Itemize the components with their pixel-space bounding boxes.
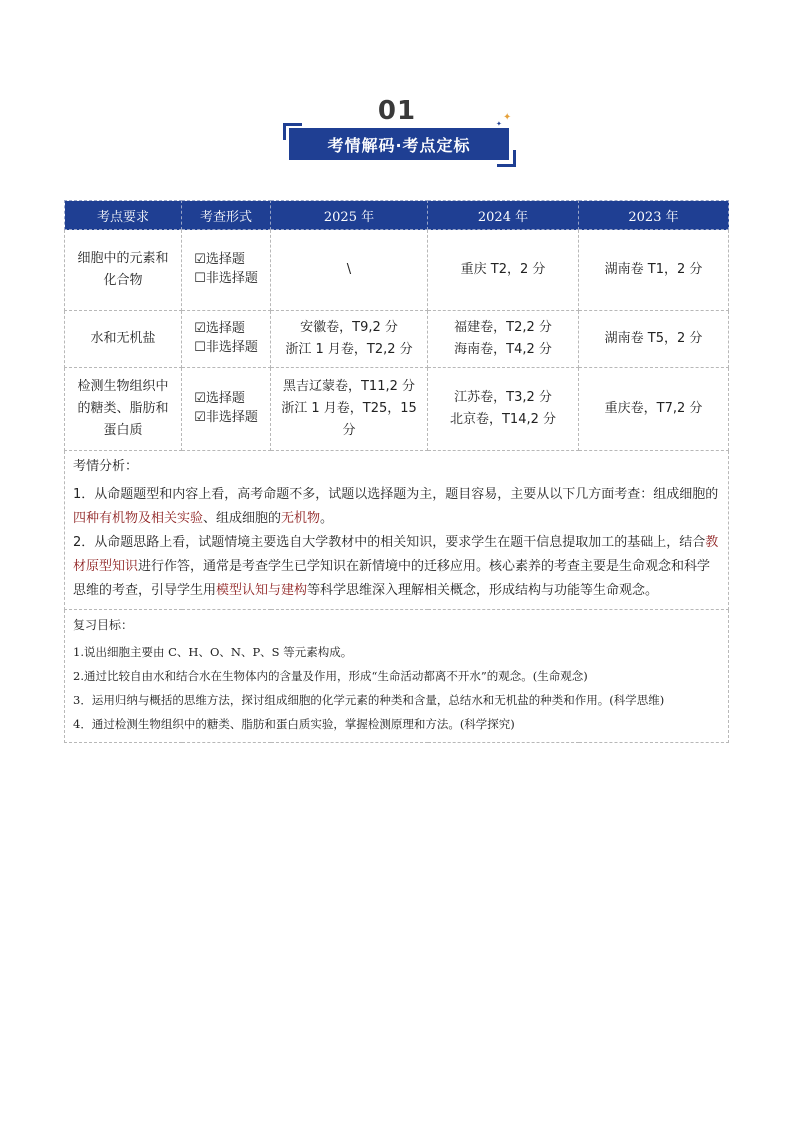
analysis-title: 考情分析：	[73, 459, 139, 474]
review-title: 复习目标：	[73, 618, 134, 632]
review-cell	[65, 610, 729, 743]
review-goal-3: 3．运用归纳与概括的思维方法，探讨组成细胞的化学元素的种类和含量，总结水和无机盐的种类和作用。(科学思维)	[73, 693, 665, 707]
analysis-row	[65, 451, 729, 610]
col-header-form: 考查形式	[182, 201, 271, 230]
year-2025-cell: 黑吉辽蒙卷，T11,2 分 浙江 1 月卷，T25，15 分	[271, 368, 428, 451]
table-row	[65, 368, 729, 451]
review-row	[65, 610, 729, 743]
year-2025-cell: 安徽卷，T9,2 分 浙江 1 月卷，T2,2 分	[271, 311, 428, 368]
checkbox-checked-icon: ☑	[194, 391, 206, 406]
section-banner: 考情解码·考点定标	[289, 128, 509, 160]
analysis-cell	[65, 451, 729, 610]
highlight-text: 无机物	[281, 511, 321, 526]
section-number: 01	[377, 96, 417, 126]
checkbox-checked-icon: ☑	[194, 321, 206, 336]
analysis-paragraph-1: 1．从命题题型和内容上看，高考命题不多，试题以选择题为主，题目容易，主要从以下几方面考查：组成细胞的四种有机物及相关实验、组成细胞的无机物。	[73, 487, 719, 526]
col-header-2025: 2025 年	[271, 201, 428, 230]
review-goal-4: 4．通过检测生物组织中的糖类、脂肪和蛋白质实验，掌握检测原理和方法。(科学探究)	[73, 717, 515, 731]
banner-bracket-bottom-right	[497, 150, 516, 167]
sparkle-icon: ✦	[503, 112, 512, 123]
form-cell: ☑选择题 ☐非选择题	[182, 311, 271, 368]
highlight-text: 四种有机物及相关实验	[73, 511, 204, 526]
year-2024-cell: 江苏卷，T3,2 分 北京卷，T14,2 分	[428, 368, 579, 451]
form-cell: ☑选择题 ☐非选择题	[182, 230, 271, 311]
year-2024-cell: 重庆 T2，2 分	[428, 230, 579, 311]
year-2023-cell: 湖南卷 T1，2 分	[579, 230, 729, 311]
year-2023-cell: 重庆卷，T7,2 分	[579, 368, 729, 451]
checkbox-empty-icon: ☐	[194, 340, 206, 355]
highlight-text: 模型认知与建构	[216, 583, 308, 598]
checkbox-checked-icon: ☑	[194, 410, 206, 425]
col-header-2023: 2023 年	[579, 201, 729, 230]
table-row	[65, 311, 729, 368]
table-header-row	[65, 201, 729, 230]
year-2023-cell: 湖南卷 T5，2 分	[579, 311, 729, 368]
checkbox-empty-icon: ☐	[194, 271, 206, 286]
exam-analysis-table	[64, 200, 729, 743]
review-goal-1: 1.说出细胞主要由 C、H、O、N、P、S 等元素构成。	[73, 645, 353, 659]
topic-cell: 检测生物组织中 的糖类、脂肪和 蛋白质	[65, 368, 182, 451]
form-cell: ☑选择题 ☑非选择题	[182, 368, 271, 451]
col-header-topic: 考点要求	[65, 201, 182, 230]
topic-cell: 水和无机盐	[65, 311, 182, 368]
col-header-2024: 2024 年	[428, 201, 579, 230]
year-2024-cell: 福建卷，T2,2 分 海南卷，T4,2 分	[428, 311, 579, 368]
year-2025-cell: \	[271, 230, 428, 311]
review-goal-2: 2.通过比较自由水和结合水在生物体内的含量及作用，形成“生命活动都离不开水”的观念。(生命观念)	[73, 669, 588, 683]
highlight-text: 教材原型知识	[73, 535, 719, 574]
table-row	[65, 230, 729, 311]
topic-cell: 细胞中的元素和 化合物	[65, 230, 182, 311]
sparkle-small-icon: ✦	[496, 120, 502, 128]
checkbox-checked-icon: ☑	[194, 252, 206, 267]
analysis-paragraph-2: 2．从命题思路上看，试题情境主要选自大学教材中的相关知识，要求学生在题干信息提取加工的基础上，结合教材原型知识进行作答，通常是考查学生已学知识在新情境中的迁移应用。核心素养的考查主要是生命观念和科学思维的考查，引导学生用模型认知与建构等科学思维深入理解相关概念，形成结构与功能等生命观念。	[73, 535, 719, 598]
